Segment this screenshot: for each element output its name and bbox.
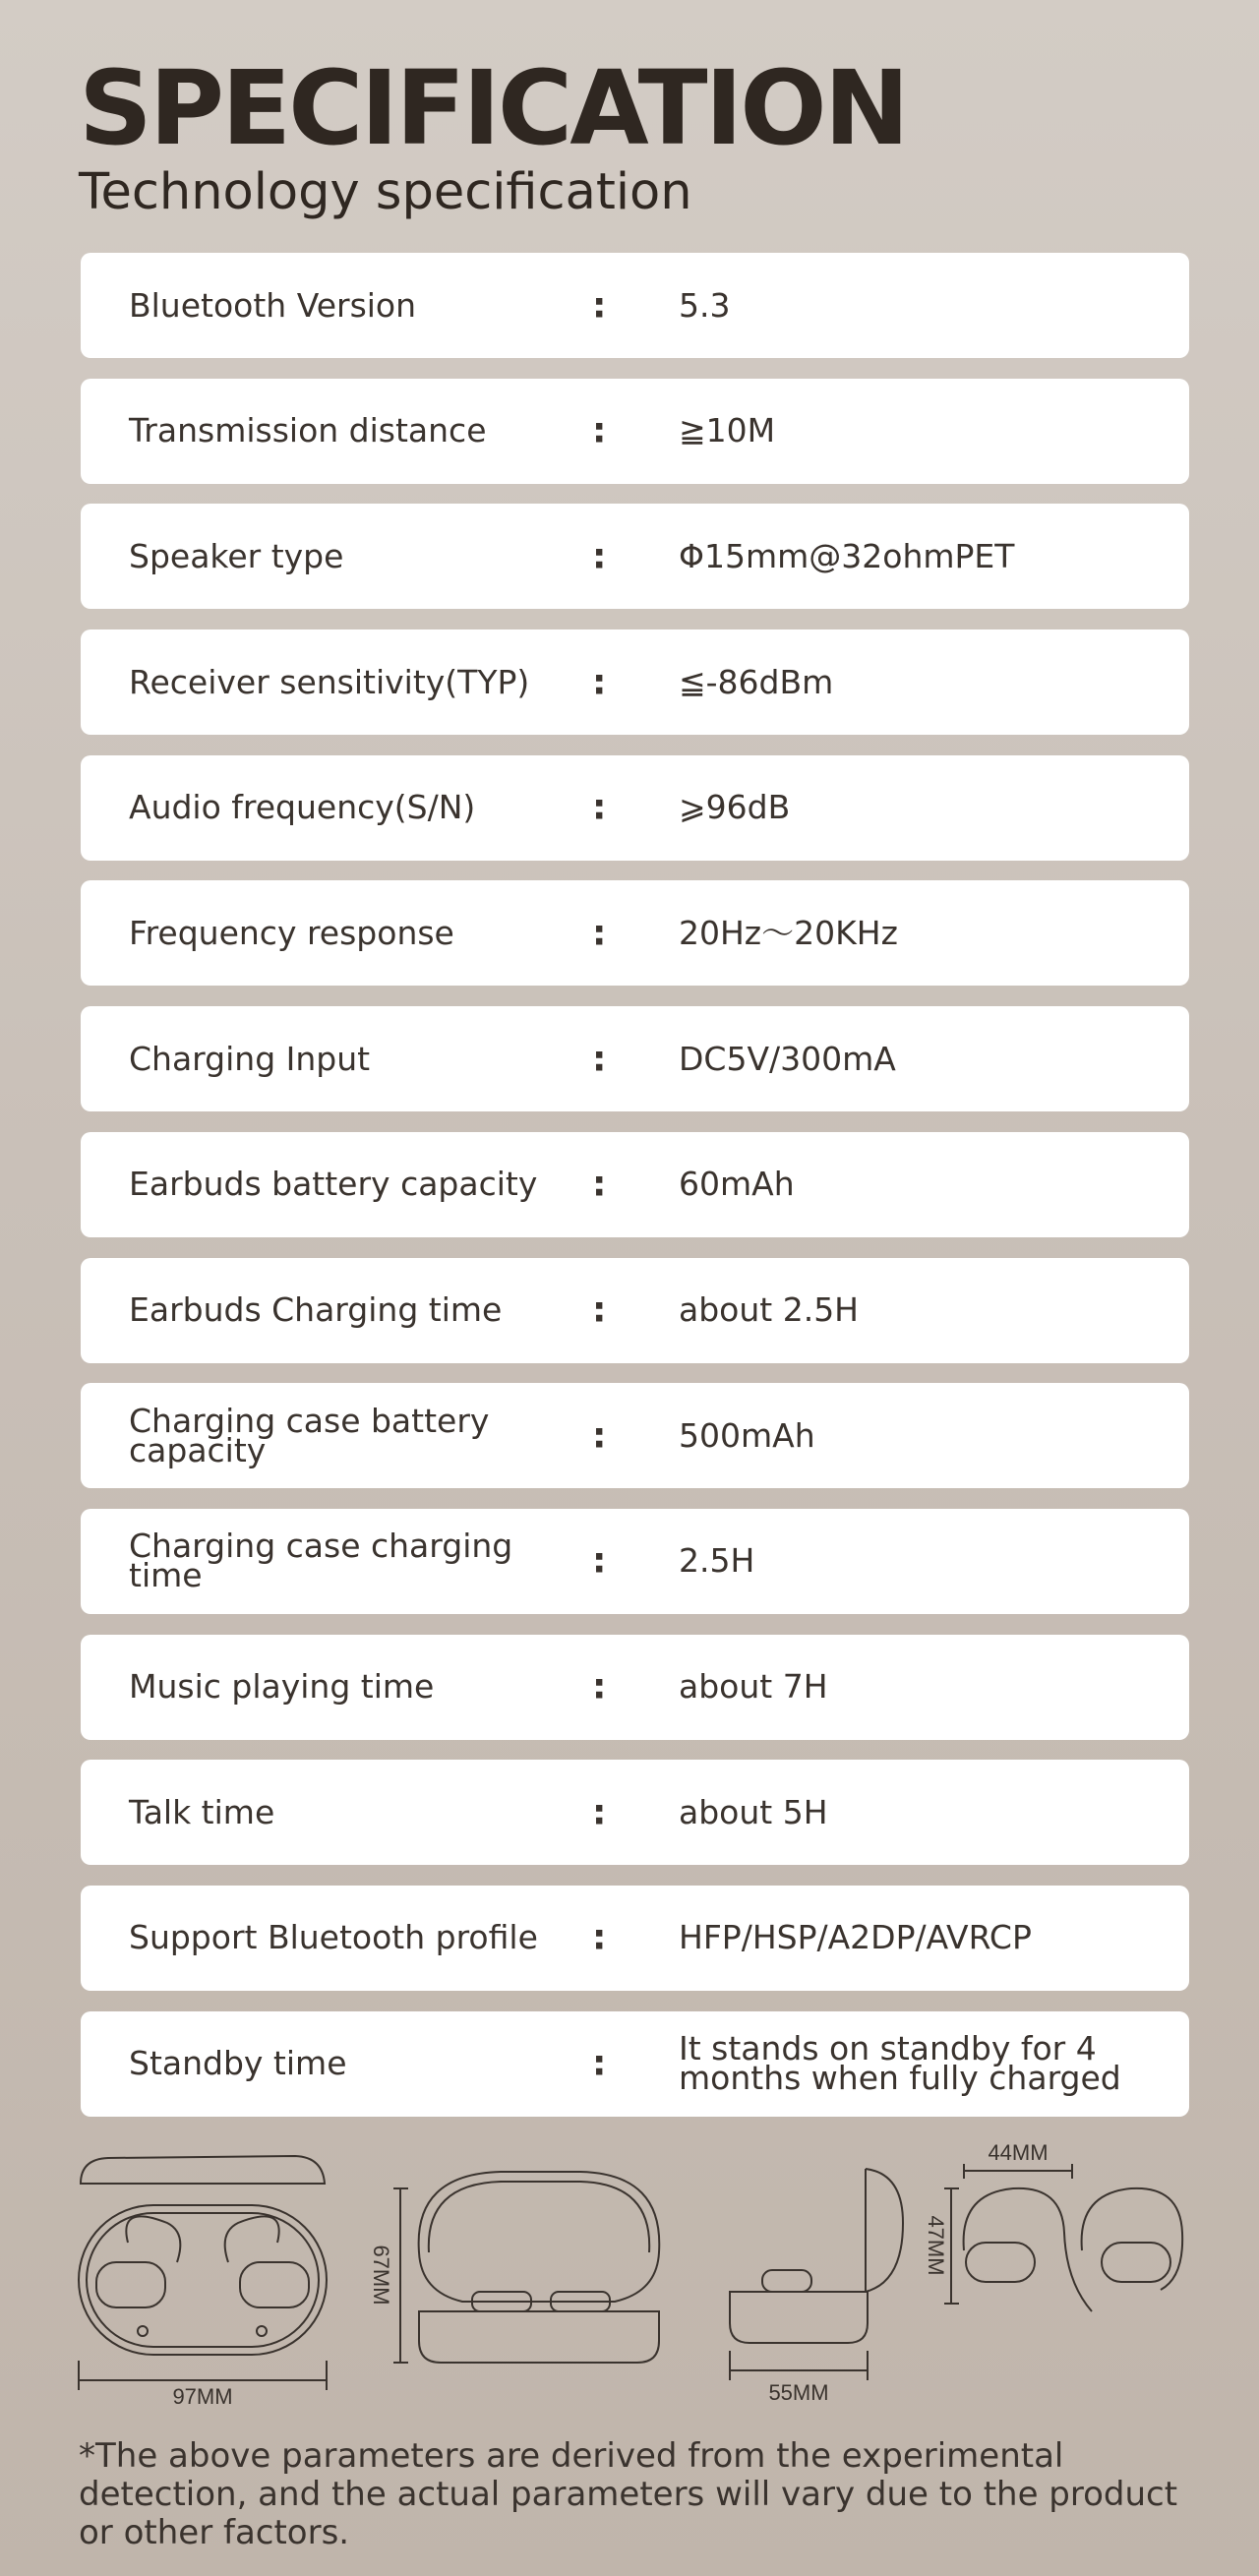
spec-label: Support Bluetooth profile (129, 1918, 538, 1957)
spec-separator: : (592, 1917, 607, 1958)
spec-row-charging-input (81, 1006, 1189, 1111)
case-depth-label: 55MM (768, 2380, 829, 2405)
spec-row-music-playing-time (81, 1635, 1189, 1740)
spec-value: ≧10M (679, 411, 776, 450)
spec-value: ≦-86dBm (679, 662, 834, 701)
spec-value: Φ15mm@32ohmPET (679, 536, 1015, 575)
spec-label: Receiver sensitivity(TYP) (129, 662, 530, 701)
spec-label: Earbuds battery capacity (129, 1165, 538, 1204)
spec-row-bluetooth-profile (81, 1886, 1189, 1991)
open-case-front-illustration (79, 2156, 327, 2390)
spec-value: 2.5H (679, 1541, 755, 1581)
spec-row-standby-time (81, 2011, 1189, 2117)
spec-value: HFP/HSP/A2DP/AVRCP (679, 1918, 1032, 1957)
case-width-label: 97MM (172, 2384, 233, 2409)
page-subtitle: Technology specification (79, 163, 692, 221)
spec-separator: : (592, 662, 607, 703)
spec-value: DC5V/300mA (679, 1039, 896, 1078)
spec-label: Charging case charging time (129, 1527, 513, 1595)
earbud-height-label: 47MM (924, 2215, 948, 2276)
spec-table (81, 253, 1189, 2136)
spec-value: about 2.5H (679, 1290, 859, 1329)
spec-row-talk-time (81, 1760, 1189, 1865)
spec-label: Standby time (129, 2044, 347, 2083)
spec-label: Charging Input (129, 1039, 371, 1078)
spec-separator: : (592, 1415, 607, 1457)
spec-separator: : (592, 787, 607, 828)
spec-row-transmission-distance (81, 379, 1189, 484)
spec-label: Bluetooth Version (129, 285, 417, 325)
disclaimer-footnote: *The above parameters are derived from the experimental detection, and the actual parameters will vary due to the product or other factors. (79, 2436, 1178, 2552)
earbuds-illustration (944, 2164, 1182, 2311)
spec-row-bluetooth-version (81, 253, 1189, 358)
spec-row-receiver-sensitivity (81, 629, 1189, 735)
spec-separator: : (592, 2043, 607, 2084)
case-height-label: 67MM (369, 2245, 393, 2306)
spec-row-frequency-response (81, 880, 1189, 986)
spec-separator: : (592, 1540, 607, 1582)
spec-value: 20Hz～20KHz (679, 913, 898, 952)
spec-row-case-battery (81, 1383, 1189, 1488)
spec-label: Earbuds Charging time (129, 1290, 503, 1329)
spec-separator: : (592, 1792, 607, 1833)
spec-separator: : (592, 1666, 607, 1707)
spec-separator: : (592, 1289, 607, 1331)
spec-label: Music playing time (129, 1667, 435, 1707)
spec-separator: : (592, 285, 607, 326)
earbud-width-label: 44MM (988, 2144, 1049, 2165)
spec-label: Speaker type (129, 536, 344, 575)
spec-separator: : (592, 536, 607, 577)
spec-separator: : (592, 913, 607, 954)
spec-label: Charging case battery capacity (129, 1401, 490, 1469)
spec-value: 60mAh (679, 1165, 795, 1204)
spec-value: ⩾96dB (679, 788, 791, 827)
case-back-illustration (393, 2172, 659, 2363)
page-title: SPECIFICATION (79, 48, 907, 168)
spec-value: about 5H (679, 1792, 828, 1831)
spec-label: Transmission distance (129, 411, 487, 450)
spec-separator: : (592, 1164, 607, 1205)
spec-value: 5.3 (679, 285, 731, 325)
spec-value: about 7H (679, 1667, 828, 1707)
case-side-illustration (730, 2169, 903, 2380)
spec-row-speaker-type (81, 504, 1189, 609)
product-dimension-diagram (69, 2144, 1200, 2410)
spec-label: Frequency response (129, 913, 454, 952)
spec-row-audio-frequency (81, 755, 1189, 861)
spec-separator: : (592, 410, 607, 451)
spec-label: Audio frequency(S/N) (129, 788, 476, 827)
spec-value: 500mAh (679, 1415, 815, 1455)
spec-value: It stands on standby for 4 months when fully charged (679, 2029, 1121, 2098)
spec-row-earbuds-battery (81, 1132, 1189, 1237)
spec-separator: : (592, 1039, 607, 1080)
spec-row-earbuds-charging-time (81, 1258, 1189, 1363)
spec-label: Talk time (129, 1792, 275, 1831)
spec-row-case-charging-time (81, 1509, 1189, 1614)
